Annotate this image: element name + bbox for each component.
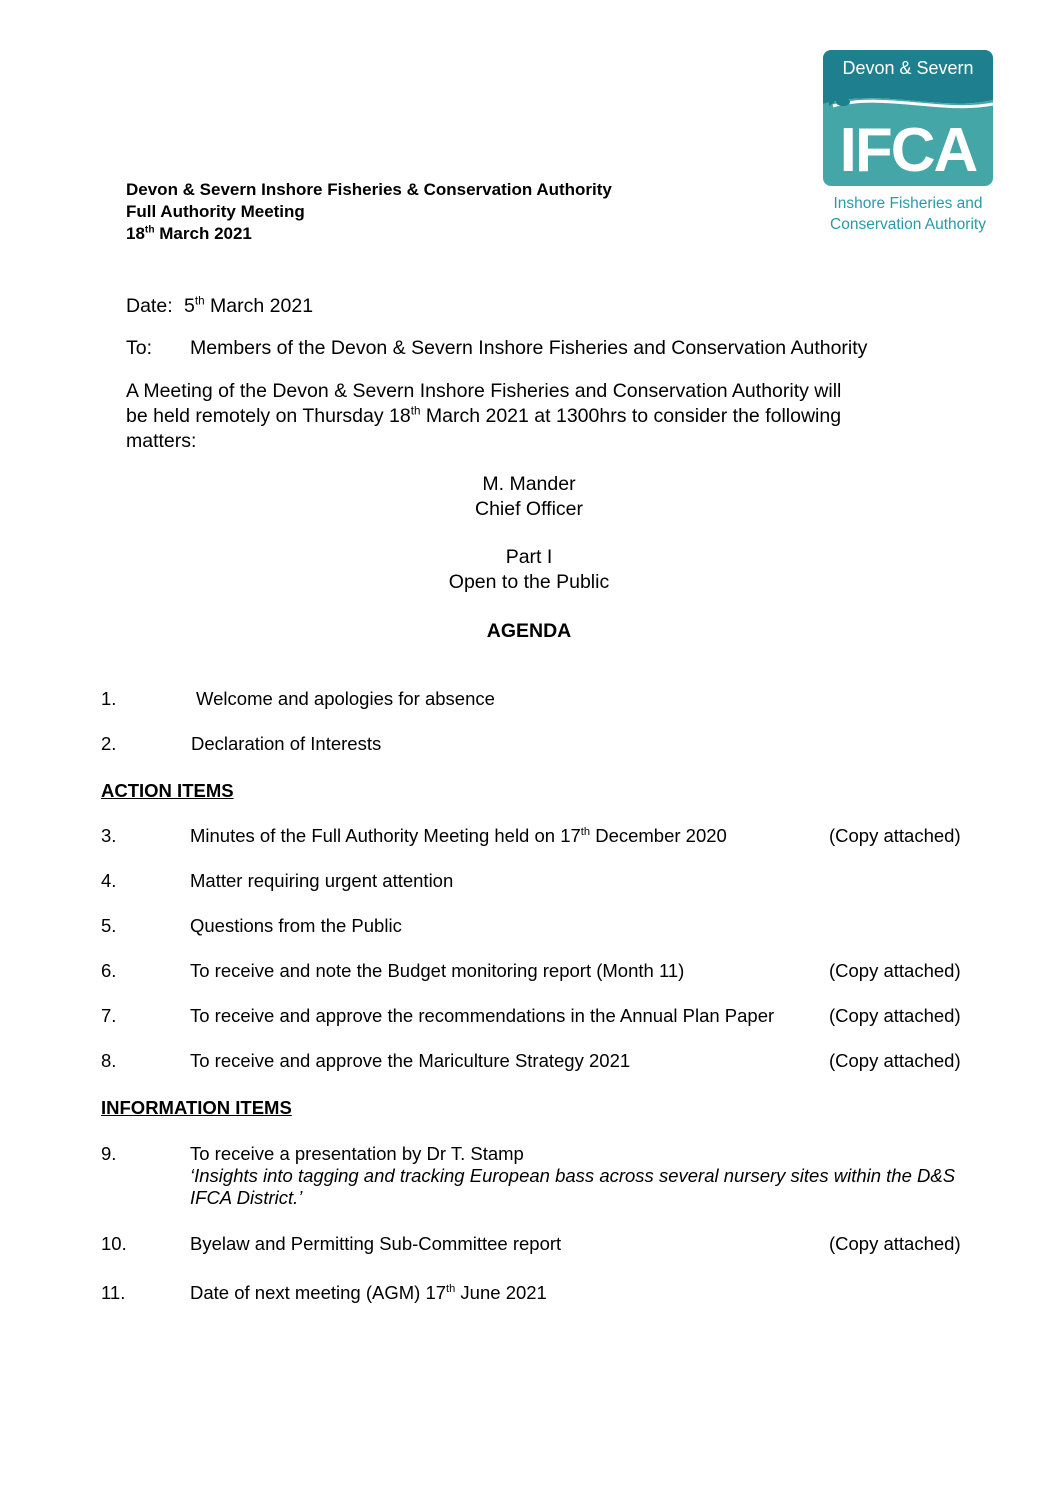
- item-text: To receive and note the Budget monitoring report (Month 11): [190, 960, 685, 981]
- item-text: Declaration of Interests: [191, 733, 382, 754]
- agenda-title: AGENDA: [486, 620, 572, 642]
- item-text-main: To receive a presentation by Dr T. Stamp: [190, 1143, 524, 1164]
- item-number: 6.: [101, 960, 117, 981]
- logo-subtitle-line2: Conservation Authority: [830, 216, 986, 233]
- item-number: 4.: [101, 870, 117, 891]
- copy-attached-note: (Copy attached): [829, 1005, 961, 1026]
- date-value: 5th March 2021: [184, 294, 314, 317]
- date-label: Date:: [126, 295, 173, 317]
- item-text: Byelaw and Permitting Sub-Committee report: [190, 1233, 562, 1254]
- item-number: 7.: [101, 1005, 117, 1026]
- logo-subtitle: [823, 193, 993, 235]
- section-action-items: ACTION ITEMS: [101, 780, 234, 801]
- copy-attached-note: (Copy attached): [829, 1233, 961, 1254]
- header-authority: Devon & Severn Inshore Fisheries & Conservation Authority: [126, 180, 612, 199]
- item-text: Minutes of the Full Authority Meeting held on 17th December 2020: [190, 825, 727, 846]
- item-text: Questions from the Public: [190, 915, 402, 936]
- intro-line3: matters:: [126, 430, 197, 452]
- logo-top-band: Devon & Severn: [823, 50, 993, 94]
- presentation-title-line1: ‘Insights into tagging and tracking European bass across several nursery sites within the D&S: [190, 1165, 956, 1186]
- item-text: [190, 1143, 955, 1209]
- item-text: Date of next meeting (AGM) 17th June 2021: [190, 1282, 547, 1303]
- section-information-items: INFORMATION ITEMS: [101, 1097, 292, 1118]
- item-number: 10.: [101, 1233, 127, 1254]
- item-text: To receive and approve the Mariculture Strategy 2021: [190, 1050, 631, 1071]
- to-value: Members of the Devon & Severn Inshore Fisheries and Conservation Authority: [190, 337, 868, 359]
- item-text: To receive and approve the recommendations in the Annual Plan Paper: [190, 1005, 775, 1026]
- item-number: 9.: [101, 1143, 117, 1164]
- copy-attached-note: (Copy attached): [829, 1050, 961, 1071]
- item-number: 5.: [101, 915, 117, 936]
- document-header: [126, 179, 612, 245]
- date-line: [126, 295, 313, 318]
- part-line2: Open to the Public: [448, 571, 610, 593]
- part-heading: [0, 545, 1058, 595]
- copy-attached-note: (Copy attached): [829, 960, 961, 981]
- copy-attached-note: (Copy attached): [829, 825, 961, 846]
- item-number: 11.: [101, 1282, 126, 1303]
- header-date: 18th March 2021: [126, 224, 252, 243]
- signatory: [0, 472, 1058, 522]
- ifca-logo: [823, 50, 993, 240]
- item-text: Matter requiring urgent attention: [190, 870, 454, 891]
- intro-line2: be held remotely on Thursday 18th March 2021 at 1300hrs to consider the following: [126, 404, 842, 427]
- item-number: 8.: [101, 1050, 117, 1071]
- part-line1: Part I: [505, 546, 553, 568]
- to-label: To:: [126, 337, 153, 359]
- intro-paragraph: [126, 379, 841, 454]
- presentation-title-line2: IFCA District.’: [190, 1187, 303, 1208]
- header-meeting: Full Authority Meeting: [126, 202, 305, 221]
- signatory-name: M. Mander: [482, 473, 576, 495]
- intro-line1: A Meeting of the Devon & Severn Inshore Fisheries and Conservation Authority will: [126, 380, 842, 402]
- item-text: Welcome and apologies for absence: [196, 688, 495, 709]
- logo-ifca-text: IFCA: [823, 116, 993, 186]
- item-number: 2.: [101, 733, 117, 754]
- signatory-title: Chief Officer: [474, 498, 583, 520]
- logo-subtitle-line1: Inshore Fisheries and: [833, 195, 983, 212]
- item-number: 1.: [101, 688, 117, 709]
- item-number: 3.: [101, 825, 117, 846]
